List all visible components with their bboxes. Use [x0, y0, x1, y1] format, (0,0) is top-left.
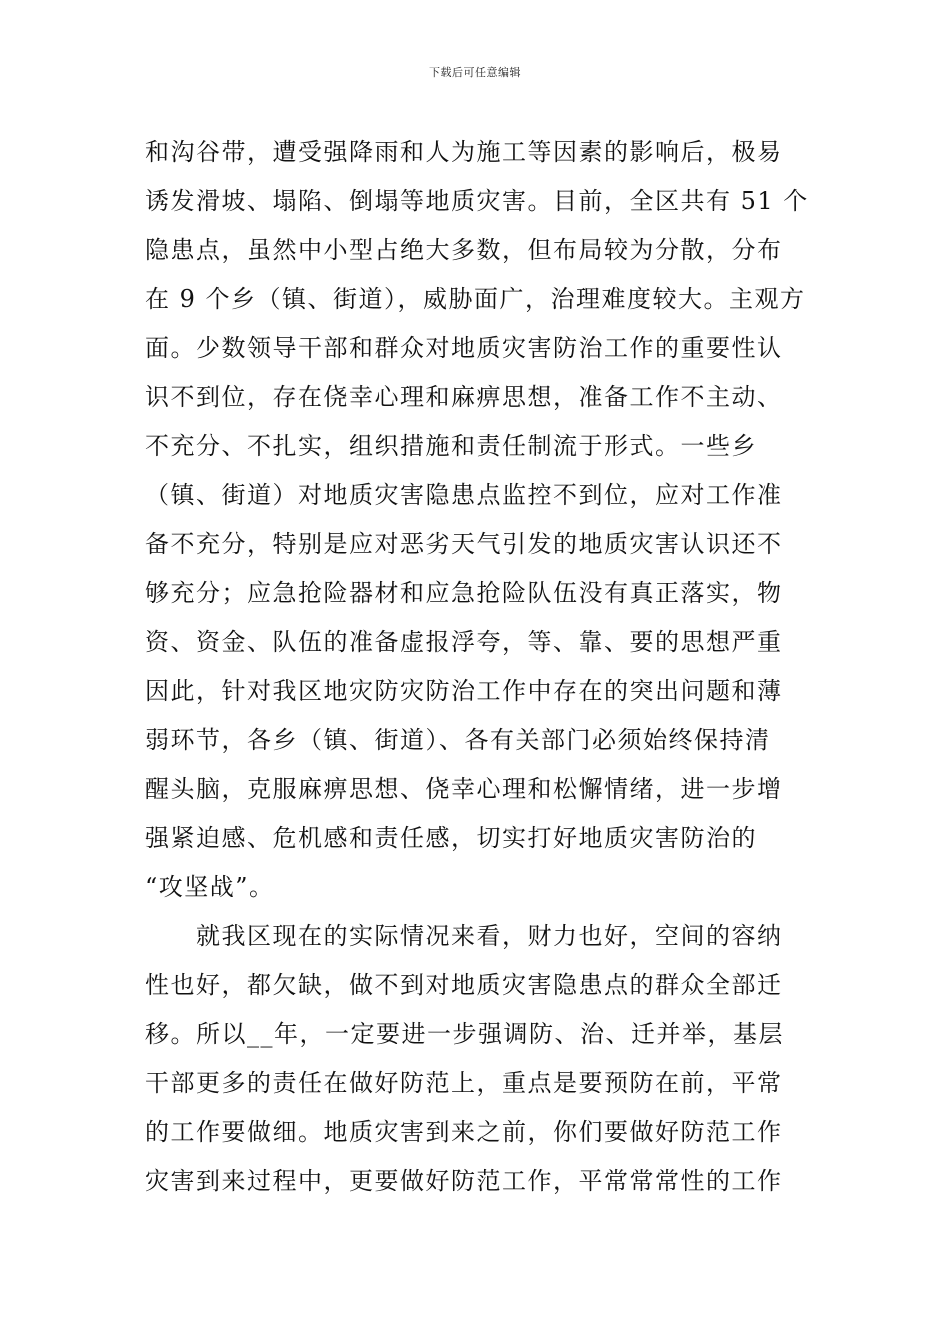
text-line: 面。少数领导干部和群众对地质灾害防治工作的重要性认 — [145, 334, 783, 362]
text-line: 识不到位，存在侥幸心理和麻痹思想，准备工作不主动、 — [145, 383, 783, 411]
page-header: 下载后可任意编辑 — [429, 66, 521, 79]
text-line: 和沟谷带，遭受强降雨和人为施工等因素的影响后，极易 — [145, 138, 783, 166]
text-line: 不充分、不扎实，组织措施和责任制流于形式。一些乡 — [145, 432, 757, 460]
text-line: “攻坚战”。 — [145, 873, 275, 901]
text-line: 醒头脑，克服麻痹思想、侥幸心理和松懈情绪，进一步增 — [145, 775, 783, 803]
text-line: 的工作要做细。地质灾害到来之前，你们要做好防范工作 — [145, 1118, 783, 1146]
text-line: 灾害到来过程中，更要做好防范工作，平常常常性的工作 — [145, 1167, 783, 1195]
text-line: 因此，针对我区地灾防灾防治工作中存在的突出问题和薄 — [145, 677, 783, 705]
text-line: 诱发滑坡、塌陷、倒塌等地质灾害。目前，全区共有 51 个 — [145, 187, 809, 215]
text-line: 隐患点，虽然中小型占绝大多数，但布局较为分散，分布 — [145, 236, 783, 264]
text-line: （镇、街道）对地质灾害隐患点监控不到位，应对工作准 — [145, 481, 783, 509]
body-text — [145, 128, 810, 1206]
text-line: 干部更多的责任在做好防范上，重点是要预防在前，平常 — [145, 1069, 783, 1097]
text-line: 性也好，都欠缺，做不到对地质灾害隐患点的群众全部迁 — [145, 971, 783, 999]
text-line: 资、资金、队伍的准备虚报浮夸，等、靠、要的思想严重 — [145, 628, 783, 656]
text-line: 就我区现在的实际情况来看，财力也好，空间的容纳 — [145, 922, 783, 950]
text-line: 备不充分，特别是应对恶劣天气引发的地质灾害认识还不 — [145, 530, 783, 558]
text-line: 移。所以__年，一定要进一步强调防、治、迁并举，基层 — [145, 1020, 784, 1048]
text-line: 强紧迫感、危机感和责任感，切实打好地质灾害防治的 — [145, 824, 757, 852]
text-line: 弱环节，各乡（镇、街道）、各有关部门必须始终保持清 — [145, 726, 771, 754]
text-line: 在 9 个乡（镇、街道），威胁面广，治理难度较大。主观方 — [145, 285, 806, 313]
text-line: 够充分；应急抢险器材和应急抢险队伍没有真正落实，物 — [145, 579, 783, 607]
